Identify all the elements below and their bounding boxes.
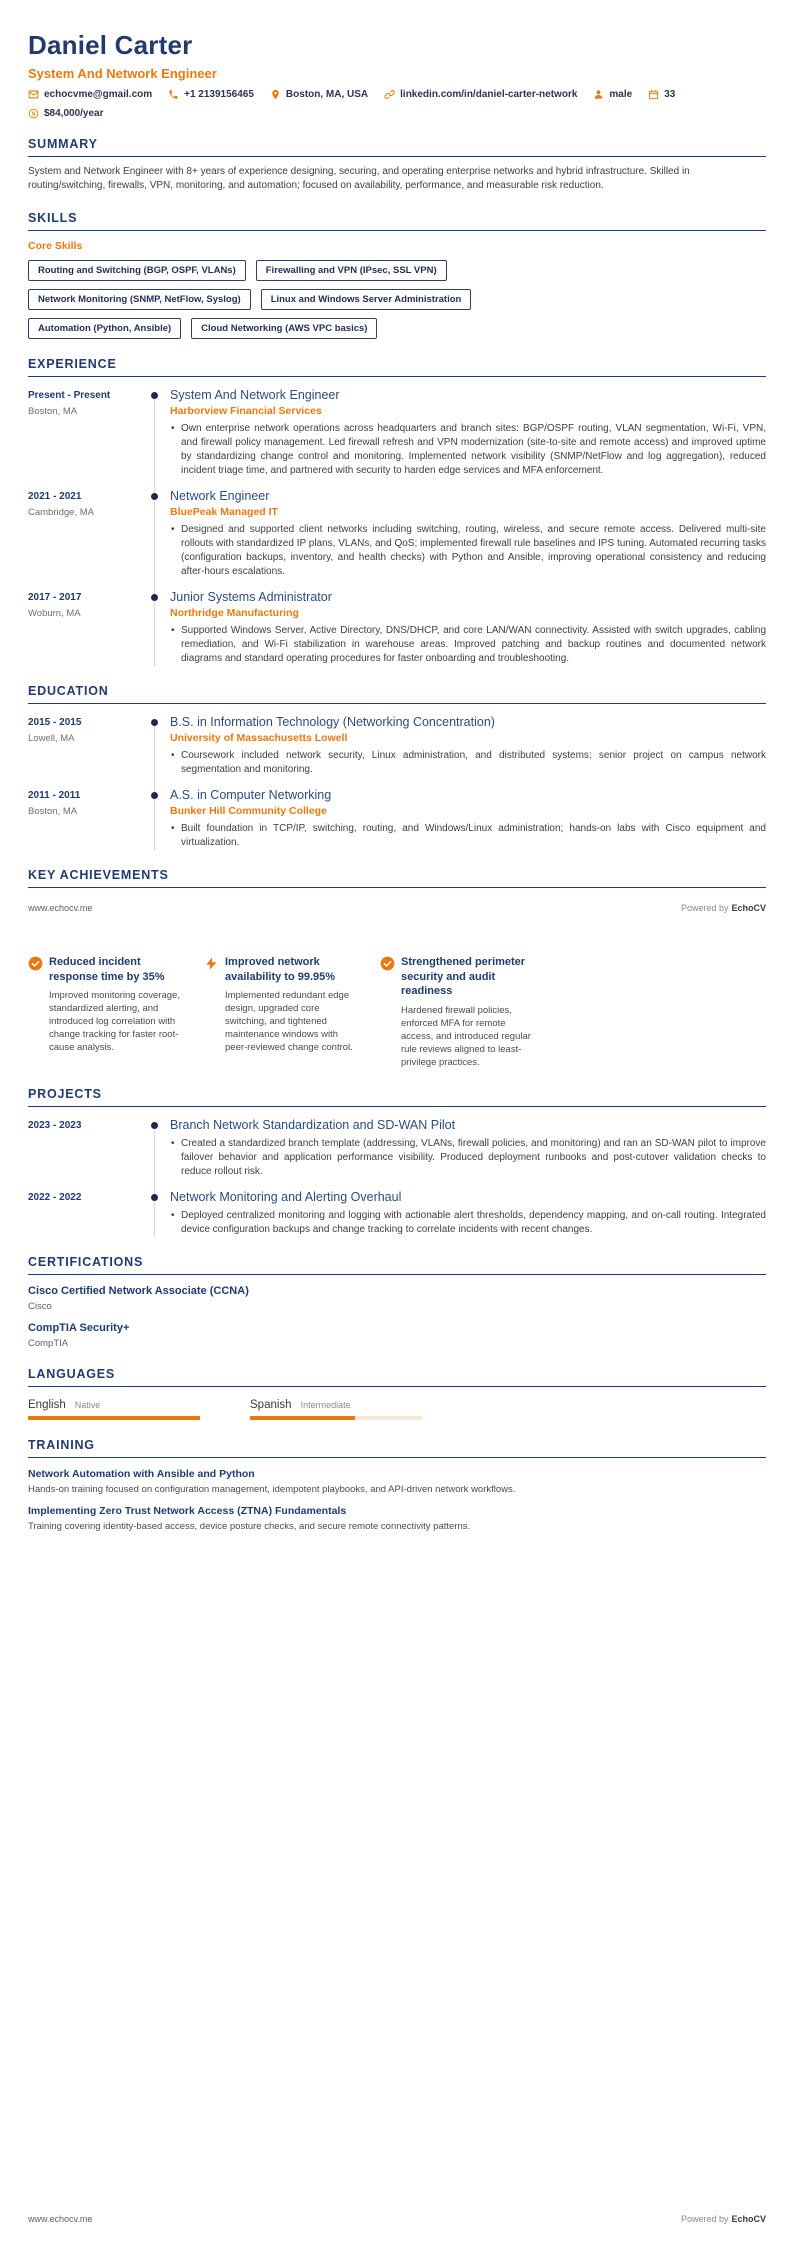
contact-phone-text: +1 2139156465 <box>184 89 254 100</box>
skill-tag: Cloud Networking (AWS VPC basics) <box>191 318 377 339</box>
entry-dates: 2021 - 2021 <box>28 491 82 502</box>
languages-section <box>28 1367 766 1420</box>
calendar-icon <box>648 89 659 100</box>
experience-entry <box>28 489 766 579</box>
education-section <box>28 684 766 850</box>
entry-bullet: • Supported Windows Server, Active Directory, DNS/DHCP, and core LAN/WAN connectivity. Assisted with switch upgrades, cabling remediation, and Wi-Fi stabilization in warehouse areas. Improved patching and backup routines and documented network diagrams and standard operating procedures for faster onboarding and troubleshooting. <box>170 624 766 666</box>
language-item <box>250 1399 422 1420</box>
timeline-line <box>154 579 155 666</box>
entry-dates: 2022 - 2022 <box>28 1192 82 1204</box>
entry-dates: 2015 - 2015 <box>28 717 82 728</box>
certification-name: Cisco Certified Network Associate (CCNA) <box>28 1285 249 1298</box>
project-entry <box>28 1118 766 1179</box>
language-name: English <box>28 1399 66 1412</box>
contact-gender-text: male <box>609 89 633 100</box>
projects-heading: PROJECTS <box>28 1087 766 1107</box>
achievements-heading: KEY ACHIEVEMENTS <box>28 868 766 888</box>
entry-title: System And Network Engineer <box>170 388 340 402</box>
skill-tag: Automation (Python, Ansible) <box>28 318 181 339</box>
link-icon <box>384 89 395 100</box>
skills-heading: SKILLS <box>28 211 766 231</box>
language-bar <box>250 1416 422 1420</box>
training-description: Hands-on training focused on configuration management, idempotent playbooks, and API-driven network workflows. <box>28 1484 516 1496</box>
experience-list <box>28 388 766 666</box>
entry-company: Harborview Financial Services <box>170 405 322 417</box>
page2-footer <box>28 2214 766 2224</box>
training-item <box>28 1468 766 1495</box>
entry-dates: Present - Present <box>28 390 111 401</box>
skill-tag-row <box>28 260 766 281</box>
contact-linkedin-text: linkedin.com/in/daniel-carter-network <box>400 89 578 100</box>
site-link[interactable]: www.echocv.me <box>28 903 93 913</box>
contact-email[interactable] <box>28 89 152 100</box>
entry-bullet: • Designed and supported client networks including switching, routing, wireless, and secure remote access. Delivered multi-site rollouts with standardized IP plans, VLANs, and QoS; implemented firewall rule baselines and IPS tuning. Automated recurring tasks (configuration backups, inventory, and health checks) with Python and Ansible, improving operational consistency and reducing after-hours escalations. <box>170 523 766 579</box>
timeline-line <box>154 1179 155 1237</box>
training-section <box>28 1438 766 1532</box>
powered-by-prefix: Powered by <box>680 903 729 913</box>
powered-by <box>681 903 766 913</box>
timeline-line <box>154 721 155 777</box>
achievement-item <box>380 955 556 1069</box>
skills-group-label: Core Skills <box>28 240 83 252</box>
project-title: Branch Network Standardization and SD-WAN Pilot <box>170 1118 456 1133</box>
training-heading: TRAINING <box>28 1438 766 1458</box>
entry-company: Northridge Manufacturing <box>170 607 299 619</box>
powered-by-brand: EchoCV <box>731 2214 766 2224</box>
achievement-text: Hardened firewall policies, enforced MFA for remote access, and introduced regular rule reviews aligned to least-privilege practices. <box>401 1004 531 1068</box>
achievement-title: Improved network availability to 99.95% <box>225 956 336 983</box>
certifications-section <box>28 1255 766 1349</box>
achievement-title: Strengthened perimeter security and audit readiness <box>401 956 526 998</box>
candidate-title: System And Network Engineer <box>28 66 217 81</box>
contact-gender <box>593 89 632 100</box>
check-circle-icon <box>380 956 395 971</box>
achievement-item <box>204 955 380 1069</box>
training-name: Implementing Zero Trust Network Access (ZTNA) Fundamentals <box>28 1505 347 1518</box>
entry-location: Cambridge, MA <box>28 507 94 518</box>
contact-age <box>648 89 675 100</box>
certification-issuer: CompTIA <box>28 1338 69 1350</box>
achievements-row <box>28 955 766 1069</box>
achievement-title: Reduced incident response time by 35% <box>49 956 165 983</box>
language-bar <box>28 1416 200 1420</box>
phone-icon <box>168 89 179 100</box>
degree-title: A.S. in Computer Networking <box>170 788 332 802</box>
entry-dates: 2023 - 2023 <box>28 1120 82 1132</box>
contact-location-text: Boston, MA, USA <box>285 89 369 100</box>
achievements-section <box>28 868 766 888</box>
powered-by-prefix: Powered by <box>680 2214 729 2224</box>
contact-email-text: echocvme@gmail.com <box>44 89 153 100</box>
header <box>28 30 766 119</box>
timeline-line <box>154 777 155 850</box>
language-bar-fill <box>250 1416 355 1420</box>
lightning-icon <box>204 956 219 971</box>
certification-issuer: Cisco <box>28 1301 52 1313</box>
entry-location: Boston, MA <box>28 806 78 817</box>
location-pin-icon <box>270 89 281 100</box>
page1-footer <box>28 903 766 913</box>
certifications-heading: CERTIFICATIONS <box>28 1255 766 1275</box>
timeline-dot <box>151 1194 158 1201</box>
contact-salary-text: $84,000/year <box>44 108 104 119</box>
contact-location <box>270 89 368 100</box>
entry-bullet: • Built foundation in TCP/IP, switching, routing, and Windows/Linux administration; hands-on labs with Cisco equipment and virtualization. <box>170 822 766 850</box>
contact-phone[interactable] <box>168 89 254 100</box>
achievement-text: Implemented redundant edge design, upgraded core switching, and tightened maintenance windows with peer-reviewed change control. <box>225 990 353 1054</box>
entry-dates: 2017 - 2017 <box>28 592 82 603</box>
language-bar-fill <box>28 1416 200 1420</box>
project-entry <box>28 1190 766 1237</box>
timeline-line <box>154 394 155 478</box>
education-heading: EDUCATION <box>28 684 766 704</box>
language-name: Spanish <box>250 1399 292 1412</box>
skill-tag-row <box>28 318 766 339</box>
entry-bullet: • Created a standardized branch template (addressing, VLANs, firewall policies, and monitoring) and ran an SD-WAN pilot to improve failover behavior and application performance visibility. Produced deployment runbooks and post-cutover validation checks to reduce rollout risk. <box>170 1137 766 1179</box>
check-circle-icon <box>28 956 43 971</box>
entry-location: Boston, MA <box>28 406 78 417</box>
timeline-dot <box>151 493 158 500</box>
salary-icon <box>28 108 39 119</box>
email-icon <box>28 89 39 100</box>
projects-list <box>28 1118 766 1237</box>
experience-entry <box>28 590 766 666</box>
timeline-dot <box>151 719 158 726</box>
contact-linkedin[interactable] <box>384 89 577 100</box>
contact-row-1 <box>28 89 766 100</box>
contact-salary <box>28 108 104 119</box>
entry-title: Junior Systems Administrator <box>170 590 332 604</box>
languages-heading: LANGUAGES <box>28 1367 766 1387</box>
entry-location: Lowell, MA <box>28 733 75 744</box>
contact-age-text: 33 <box>664 89 676 100</box>
entry-dates: 2011 - 2011 <box>28 790 81 801</box>
skill-tag: Routing and Switching (BGP, OSPF, VLANs) <box>28 260 246 281</box>
timeline-dot <box>151 594 158 601</box>
school-name: University of Massachusetts Lowell <box>170 732 348 744</box>
projects-section <box>28 1087 766 1237</box>
achievement-text: Improved monitoring coverage, standardized alerting, and introduced log correlation with change tracking for faster root-cause analysis. <box>49 990 180 1054</box>
training-item <box>28 1505 766 1532</box>
candidate-name: Daniel Carter <box>28 30 193 60</box>
timeline-dot <box>151 792 158 799</box>
language-item <box>28 1399 200 1420</box>
powered-by <box>681 2214 766 2224</box>
project-title: Network Monitoring and Alerting Overhaul <box>170 1190 402 1205</box>
summary-heading: SUMMARY <box>28 137 766 157</box>
training-description: Training covering identity-based access, device posture checks, and secure remote connectivity patterns. <box>28 1521 471 1533</box>
summary-text: System and Network Engineer with 8+ years of experience designing, securing, and operating enterprise networks and hybrid infrastructure. Skilled in routing/switching, firewalls, VPN, monitoring, and automation; focused on availability, performance, and measurable risk reduction. <box>28 166 690 191</box>
site-link[interactable]: www.echocv.me <box>28 2214 93 2224</box>
contact-row-2 <box>28 108 766 119</box>
entry-title: Network Engineer <box>170 489 270 503</box>
degree-title: B.S. in Information Technology (Networking Concentration) <box>170 715 495 729</box>
experience-heading: EXPERIENCE <box>28 357 766 377</box>
timeline-line <box>154 1124 155 1179</box>
timeline-dot <box>151 1122 158 1129</box>
skill-tag: Firewalling and VPN (IPsec, SSL VPN) <box>256 260 447 281</box>
language-level: Native <box>74 1400 101 1411</box>
skill-tag: Network Monitoring (SNMP, NetFlow, Syslog) <box>28 289 251 310</box>
skill-tag-row <box>28 289 766 310</box>
education-entry <box>28 715 766 777</box>
education-list <box>28 715 766 850</box>
skills-section <box>28 211 766 339</box>
entry-bullet: • Deployed centralized monitoring and logging with actionable alert thresholds, dependency mapping, and on-call routing. Integrated device configuration backups and change tracking to correlate incidents with recent changes. <box>170 1209 766 1237</box>
skill-tag: Linux and Windows Server Administration <box>261 289 472 310</box>
certification-name: CompTIA Security+ <box>28 1322 130 1335</box>
powered-by-brand: EchoCV <box>731 903 766 913</box>
achievement-item <box>28 955 204 1069</box>
experience-entry <box>28 388 766 478</box>
certification-item <box>28 1285 766 1312</box>
languages-row <box>28 1399 766 1420</box>
entry-bullet: • Coursework included network security, Linux administration, and distributed systems; senior project on campus network segmentation and monitoring. <box>170 749 766 777</box>
entry-company: BluePeak Managed IT <box>170 506 278 518</box>
experience-section <box>28 357 766 666</box>
certification-item <box>28 1322 766 1349</box>
training-name: Network Automation with Ansible and Python <box>28 1468 255 1481</box>
person-icon <box>593 89 604 100</box>
entry-location: Woburn, MA <box>28 608 81 619</box>
school-name: Bunker Hill Community College <box>170 805 327 817</box>
language-level: Intermediate <box>300 1400 351 1411</box>
summary-section <box>28 137 766 193</box>
timeline-dot <box>151 392 158 399</box>
education-entry <box>28 788 766 850</box>
svg-text:$: $ <box>31 111 36 118</box>
entry-bullet: • Own enterprise network operations across headquarters and branch sites: BGP/OSPF routing, VLAN segmentation, Wi-Fi, VPN, and firewall policy management. Led firewall refresh and VPN modernization (site-to-site and remote access) and improved uptime by standardizing change control and monitoring. Implemented network visibility (SNMP/NetFlow and log aggregation), reduced incident triage time, and partnered with security to harden edge services and MFA enforcement. <box>170 422 766 478</box>
